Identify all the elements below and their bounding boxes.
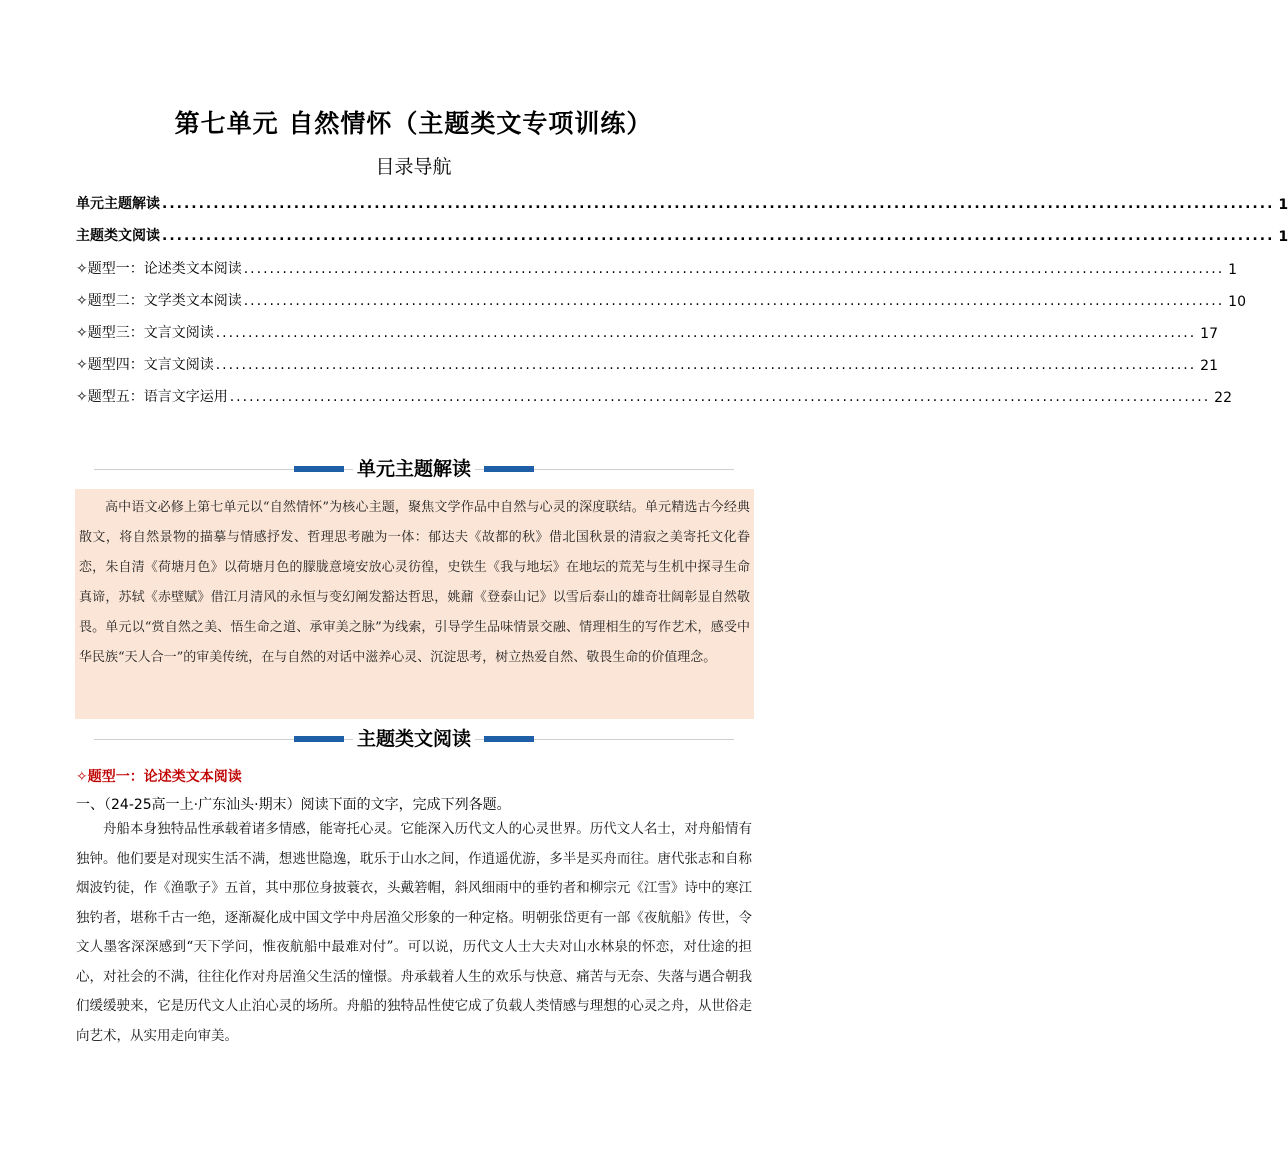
toc-item-page: 21 xyxy=(1200,358,1218,374)
section-heading-theme-reading xyxy=(94,724,734,756)
toc-item-page: 10 xyxy=(1228,294,1246,310)
toc-item-page: 22 xyxy=(1214,390,1232,406)
toc-item[interactable] xyxy=(76,286,1246,310)
toc-leader-dots: ........................................................................................................................................................ xyxy=(215,357,1197,373)
toc-leader-dots: ........................................................................................................................................................ xyxy=(215,325,1197,341)
toc-item[interactable] xyxy=(76,318,1218,342)
toc-item-page: 1 xyxy=(1278,229,1288,245)
toc-leader-dots: ........................................................................................................................................................ xyxy=(243,293,1225,309)
question-intro: 一、（24-25高一上·广东汕头·期末）阅读下面的文字，完成下列各题。 xyxy=(76,797,511,813)
toc-leader-dots: ........................................................................................................................................................ xyxy=(243,261,1225,277)
toc-heading: 目录导航 xyxy=(375,156,452,178)
toc-leader-dots: ........................................................................................................................................................ xyxy=(229,389,1211,405)
toc-item-page: 1 xyxy=(1228,262,1238,278)
section-heading-unit-theme xyxy=(94,454,734,486)
toc-item[interactable] xyxy=(76,350,1218,374)
toc-leader-dots: ........................................................................................................................................................ xyxy=(162,228,1275,244)
toc-item-page: 17 xyxy=(1200,326,1218,342)
toc-item-label: ✧题型一：论述类文本阅读 xyxy=(76,261,242,277)
toc-item-label: ✧题型三：文言文阅读 xyxy=(76,325,214,341)
toc-item[interactable] xyxy=(76,382,1232,406)
question-type-heading: ✧题型一：论述类文本阅读 xyxy=(76,769,242,785)
toc-item-label: ✧题型五：语言文字运用 xyxy=(76,389,228,405)
toc-leader-dots: ........................................................................................................................................................ xyxy=(162,196,1275,212)
toc-item-label: ✧题型二：文学类文本阅读 xyxy=(76,293,242,309)
toc-item-label: 单元主题解读 xyxy=(76,196,160,212)
toc-item[interactable] xyxy=(76,189,1288,213)
section-heading-text: 单元主题解读 xyxy=(353,458,475,480)
document-title: 第七单元 自然情怀（主题类文专项训练） xyxy=(174,109,653,138)
passage-paragraph: 舟船本身独特品性承载着诸多情感，能寄托心灵。它能深入历代文人的心灵世界。历代文人名士，对舟船情有独钟。他们要是对现实生活不满，想逃世隐逸，耽乐于山水之间，作逍遥优游，多半是买舟而往。唐代张志和自称烟波钓徒，作《渔歌子》五首，其中那位身披蓑衣，头戴箬帽，斜风细雨中的垂钓者和柳宗元《江雪》诗中的寒江独钓者，堪称千古一绝，逐渐凝化成中国文学中舟居渔父形象的一种定格。明朝张岱更有一部《夜航船》传世，令文人墨客深深感到“天下学问，惟夜航船中最难对付”。可以说，历代文人士大夫对山水林泉的怀恋，对仕途的担心，对社会的不满，往往化作对舟居渔父生活的憧憬。舟承载着人生的欢乐与快意、痛苦与无奈、失落与遇合朝我们缓缓驶来，它是历代文人止泊心灵的场所。舟船的独特品性使它成了负载人类情感与理想的心灵之舟，从世俗走向艺术，从实用走向审美。 xyxy=(76,821,752,1044)
section-heading-text: 主题类文阅读 xyxy=(353,728,475,750)
unit-theme-intro-box xyxy=(75,489,754,719)
toc-item[interactable] xyxy=(76,254,1238,278)
reading-passage xyxy=(76,815,752,1051)
toc-item-label: 主题类文阅读 xyxy=(76,228,160,244)
unit-theme-intro-text: 高中语文必修上第七单元以“自然情怀”为核心主题，聚焦文学作品中自然与心灵的深度联结。单元精选古今经典散文，将自然景物的描摹与情感抒发、哲理思考融为一体：郁达夫《故都的秋》借北国秋景的清寂之美寄托文化眷恋，朱自清《荷塘月色》以荷塘月色的朦胧意境安放心灵彷徨，史铁生《我与地坛》在地坛的荒芜与生机中探寻生命真谛，苏轼《赤壁赋》借江月清风的永恒与变幻阐发豁达哲思，姚鼐《登泰山记》以雪后泰山的雄奇壮阔彰显自然敬畏。单元以“赏自然之美、悟生命之道、承审美之脉”为线索，引导学生品味情景交融、情理相生的写作艺术，感受中华民族“天人合一”的审美传统，在与自然的对话中滋养心灵、沉淀思考，树立热爱自然、敬畏生命的价值理念。 xyxy=(79,500,750,665)
toc-item-page: 1 xyxy=(1278,197,1288,213)
toc-item[interactable] xyxy=(76,221,1288,245)
toc-item-label: ✧题型四：文言文阅读 xyxy=(76,357,214,373)
